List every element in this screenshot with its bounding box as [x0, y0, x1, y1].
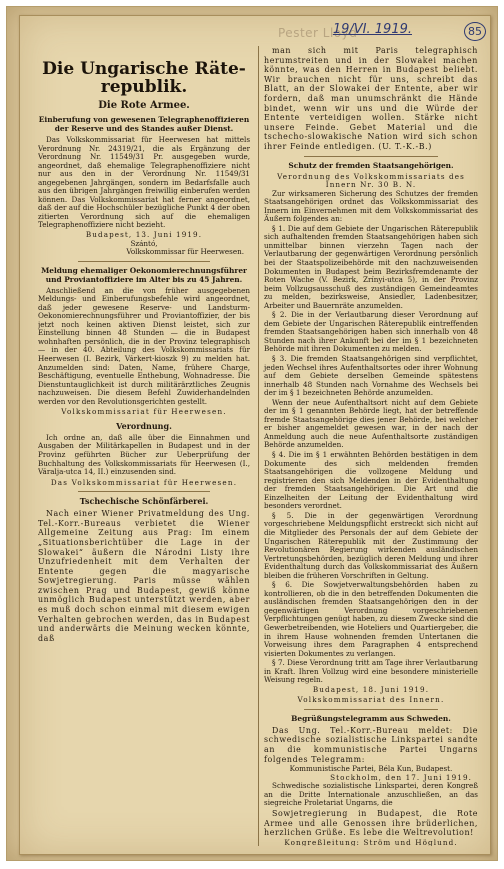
foreign-para-7: § 6. Die Sowjetverwaltungsbehörden haben zu kontrollieren, ob die in den betreffenden Dokumenten die ausländischen fremden Staatsangehörigen den in der gegenwärtigen Verordnung vorgeschriebenen Verpflichtungen genügt haben, zu diesem Zwecke sind die Gewerbetreibenden, wie Hoteliers und Quartiergeber, die in ihrem Hause wohnenden fremden Untertanen die Vorweisung ihres dem Paragraphen 4 entsprechend visierten Dokumentes zu verlangen.	[264, 580, 478, 658]
foreign-para-1: § 1. Die auf dem Gebiete der Ungarischen Räterepublik sich aufhaltenden fremden Staatsangehörigen haben sich unmittelbar binnen vierzehn Tagen nach der Verlautbarung der gegenwärtigen Verordnung persönlich bei der Staatspolizeibehörde mit den nachzuweisenden Dokumenten in Budapest beim Bezirksfremdenamte der Roten Wache (V. Bezirk, Zrínyi-utca 5), in der Provinz beim Vollzugsausschuß des zuständigen Gemeindeamtes zu melden, bezirksweise, Ansiedler, Ladenbesitzer, Arbeiter und Bauernräte anzumelden.	[264, 223, 478, 310]
right-column	[258, 46, 478, 846]
foreign-para-6: § 5. Die in der gegenwärtigen Verordnung vorgeschriebene Meldungspflicht erstreckt sich nicht auf die Mitglieder des Personals der auf dem Gebiete der Ungarischen Räterepublik mit der Zustimmung der Revolutionären Regierung wirkenden ausländischen Vertretungsbehörden, bezüglich deren Meldung und ihrer Evidenthaltung durch das Volkskommissariat des Äußern bleiben die früheren Vorschriften in Geltung.	[264, 510, 478, 580]
decree-heading: Verordnung.	[116, 420, 172, 431]
foreign-para-3: § 3. Die fremden Staatsangehörigen sind verpflichtet, jeden Wechsel ihres Aufenthaltsortes oder ihrer Wohnung auf dem Gebiete derselben Gemeinde spätestens innerhalb 48 Stunden nach Vornahme des Wechsels bei der im § 1 bezeichneten Behörde anzumelden.	[264, 354, 478, 398]
telegram-body-2: Sowjetregierung in Budapest, die Rote Armee und alle Genossen ihre brüderlichen, herzlichen Grüße. Es lebe die Weltrevolution!	[264, 809, 478, 838]
order2-signature: Volkskommissariat für Heerwesen.	[61, 407, 227, 417]
divider	[304, 709, 438, 710]
telegram-heading: Begrüßungstelegramm aus Schweden.	[291, 713, 451, 723]
czech-continued: man sich mit Paris telegraphisch herumstreiten und in der Slowakei machen könnte, was den Herren in Budapest beliebt. Wir brauchen nicht für uns, schreibt das Blatt, an der Slowakei der Entente, aber wir fordern, daß man unumschränkt die Hände bindet, wenn wir uns und die Würde der Entente verteidigen wollen. Stärke nicht unsere Feinde. Gebet Material und die tschecho-slowakische Nation wird sich schon ihrer Feinde entledigen. (U. T.-K.-B.)	[264, 46, 478, 151]
foreign-intro: Zur wirksameren Sicherung des Schutzes der fremden Staatsangehörigen ordnet das Volkskommissariat des Innern im Einvernehmen mit dem Volkskommissariat des Äußern folgendes an:	[264, 188, 478, 224]
decree-body: Ich ordne an, daß alle über die Einnahmen und Ausgaben der Militärkapellen in Budapest und in der Provinz geführten Bücher zur Ueberprüfung der Buchhaltung des Volkskommissariats für Heerwesen (I., Váralja-utca 14, II.) einzusenden sind.	[38, 432, 251, 477]
divider	[304, 156, 438, 157]
telegram-date: Stockholm, den 17. Juni 1919.	[330, 772, 472, 782]
foreign-signature: Volkskommissariat des Innern.	[297, 695, 445, 705]
divider	[78, 491, 210, 492]
order1-heading: Einberufung von gewesenen Telegraphenoffizieren der Reserve und des Standes außer Dienst.	[38, 115, 250, 133]
newspaper-stamp: Pester Lloyd	[278, 26, 358, 40]
foreign-para-5: § 4. Die im § 1 erwähnten Behörden bestätigen in dem Dokumente des sich meldenden fremden Staatsangehörigen die vollzogene Meldung und registrieren den sich Meldenden in der Evidenthaltung der fremden Staatsangehörigen. Die Art und die Einzelheiten der Leitung der Evidenthaltung wird besonders verordnet.	[264, 450, 478, 511]
handwritten-number: 85	[464, 22, 486, 41]
left-column	[38, 46, 250, 846]
foreign-para-8: § 7. Diese Verordnung tritt am Tage ihrer Verlautbarung in Kraft. Ihren Vollzug wird eine besondere ministerielle Weisung regeln.	[264, 658, 478, 685]
foreign-heading: Schutz der fremden Staatsangehörigen.	[288, 160, 454, 170]
decree-signature: Das Volkskommissariat für Heerwesen.	[50, 477, 238, 487]
archive-sheet	[6, 6, 498, 861]
order1-signature-title: Volkskommissar für Heerwesen.	[126, 247, 245, 257]
order2-heading: Meldung ehemaliger Oekonomierechnungsführer und Proviantoffiziere im Alter bis zu 45 Jahren.	[41, 265, 247, 284]
foreign-para-4: Wenn der neue Aufenthaltsort nicht auf dem Gebiete der im § 1 genannten Behörde liegt, hat der betreffende fremde Staatsangehörige dies jener Behörde, bei welcher er bisher angemeldet gewesen war, in der nach der Anmeldung auch die neue Aufenthaltsorte zuständigen Behörde anzumelden.	[264, 397, 478, 450]
main-title: Die Ungarische Räte-republik.	[42, 59, 246, 97]
telegram-intro: Das Ung. Tel.-Korr.-Bureau meldet: Die schwedische sozialistische Linkspartei sandte an die kommunistische Partei Ungarns folgendes Telegramm:	[264, 725, 478, 764]
army-heading: Die Rote Armee.	[98, 100, 190, 111]
divider	[78, 261, 210, 262]
telegram-address: Kommunistische Partei, Béla Kun, Budapest.	[289, 764, 453, 774]
foreign-subheading: Verordnung des Volkskommissariats des Innern Nr. 30 B. N.	[277, 171, 465, 190]
order1-body: Das Volkskommissariat für Heerwesen hat mittels Verordnung Nr. 24319/21, die als Ergänzung der Verordnung Nr. 11549/31 Pr. ausgegeben wurde, angeordnet, daß ehemalige Telegraphenoffiziere nicht nur aus den in der Verordnung Nr. 11549/31 angegebenen Jahrgängen, sondern im Bedarfsfalle auch aus den übrigen Jahrgängen freiwillig einberufen werden können. Das Volkskommissariat hat ferner angeordnet, daß der auf die Hochschüler bezügliche Punkt 4 der oben zitierten Verordnung sich auf die ehemaligen Telegraphenoffiziere nicht bezieht.	[38, 135, 251, 230]
handwritten-date: 19/VI. 1919.	[332, 22, 412, 37]
foreign-date: Budapest, 18. Juni 1919.	[312, 684, 430, 694]
czech-heading: Tschechische Schönfärberei.	[79, 496, 209, 507]
order1-signature: Szántó,	[130, 238, 158, 248]
newspaper-clipping	[19, 15, 491, 855]
foreign-para-2: § 2. Die in der Verlautbarung dieser Verordnung auf dem Gebiete der Ungarischen Räterepublik eintreffenden fremden Staatsangehörigen haben sich innerhalb von 48 Stunden nach ihrer Ankunft bei der im § 1 bezeichneten Behörde mit ihren Dokumenten zu melden.	[264, 310, 478, 354]
order1-date: Budapest, 13. Juni 1919.	[85, 230, 203, 240]
article-columns	[38, 46, 478, 846]
order2-body: Anschließend an die von früher ausgegebenen Meldungs- und Einberufungsbefehle wird angeordnet, daß jeder gewesene Reserve- und Landsturm-Oekonomierechnungsführer und Proviantoffizier, der bis jetzt noch keinen aktiven Dienst leistet, sich zur Einstellung binnen 48 Stunden — die in Budapest wohnhaften persönlich, die in der Provinz telegraphisch — in der 40. Abteilung des Volkskommissariats für Heerwesen (I. Bezirk, Várkert-kioszk 9) zu melden hat. Anzumelden sind: Daten, Name, frühere Charge, Beschäftigung, eventuelle Enthebung, Wohnadresse. Die Dienstuntauglichkeit ist durch militärärztliches Zeugnis nachzuweisen. Die diesem Befehl Zuwiderhandelnden werden vor den Revolutionsgerichten gestellt.	[38, 285, 251, 406]
czech-body: Nach einer Wiener Privatmeldung des Ung. Tel.-Korr.-Bureaus verbietet die Wiener Allgemeine Zeitung aus Prag: Im einem „Situationsberichtüber die Lage in der Slowakei“ äußern die Národni Listy ihre Unzufriedenheit mit dem Verhalten der Entente gegen die magyarische Sowjetregierung. Paris müsse wählen zwischen Prag und Budapest, gewiß könne unmöglich Budapest unterstützt werden, aber es muß doch schon einmal mit diesem ewigen Verhalten gebrochen werden, das in Budapest und anderwärts die Meinung wecken könnte, daß	[38, 509, 251, 643]
telegram-signature: Kongreßleitung: Ström und Höglund.	[284, 837, 458, 846]
telegram-body-1: Schwedische sozialistische Linkspartei, deren Kongreß an die Dritte Internationale anzuschließen, an das siegreiche Proletariat Ungarns, die	[264, 781, 478, 808]
